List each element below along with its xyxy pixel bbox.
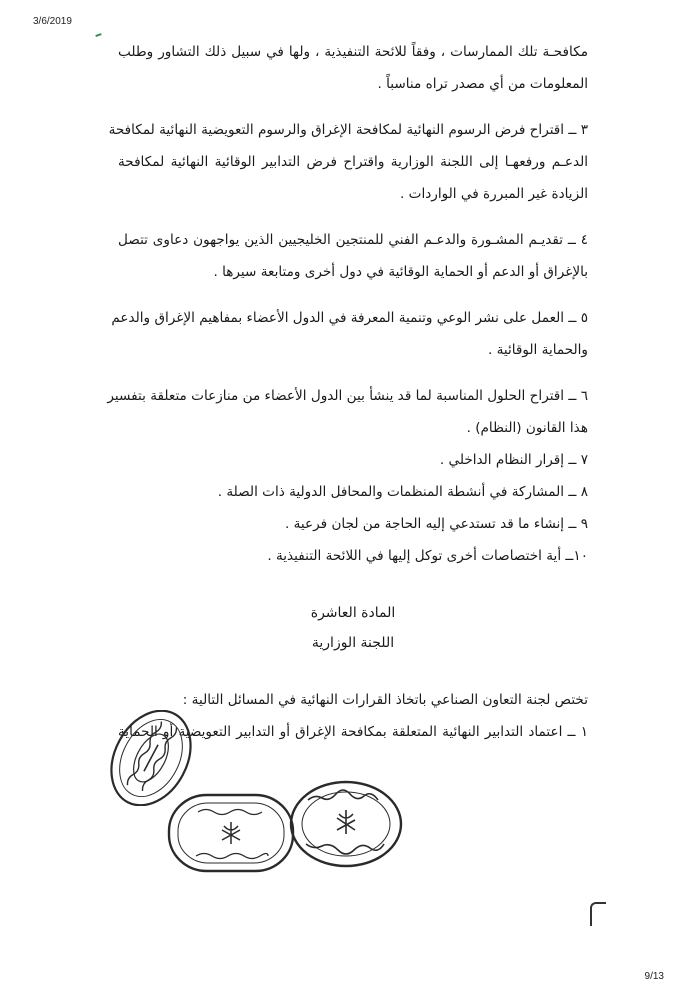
text-line: ٦ ــ اقتراح الحلول المناسبة لما قد ينشأ بين الدول الأعضاء من منازعات متعلقة بتفسير [107, 388, 588, 404]
document-body [107, 36, 588, 748]
text-line: ٩ ــ إنشاء ما قد تستدعي إليه الحاجة من لجان فرعية . [284, 516, 588, 532]
article-item: ١ ــ اعتماد التدابير النهائية المتعلقة بمكافحة الإغراق أو التدابير التعويضية أو الحماية [118, 724, 588, 740]
page-number: 9/13 [644, 971, 664, 982]
text-line: ٧ ــ إقرار النظام الداخلي . [439, 452, 588, 468]
text-line: هذا القانون (النظام) . [466, 420, 588, 436]
text-line: والحماية الوقائية . [487, 342, 588, 358]
text-line: بالإغراق أو الدعم أو الحماية الوقائية في دول أخرى ومتابعة سيرها . [213, 264, 588, 280]
text-line: الدعـم ورفعهـا إلى اللجنة الوزارية واقتراح فرض التدابير الوقائية النهائية لمكافحة [118, 154, 588, 170]
end-of-page-mark [590, 902, 606, 926]
text-line: ٨ ــ المشاركة في أنشطة المنظمات والمحافل الدولية ذات الصلة . [217, 484, 588, 500]
text-line: ١٠ــ أية اختصاصات أخرى توكل إليها في اللائحة التنفيذية . [267, 548, 588, 564]
general-secretariat-stamp [288, 778, 404, 870]
article-intro: تختص لجنة التعاون الصناعي باتخاذ القرارات النهائية في المسائل التالية : [182, 692, 588, 708]
text-line: الزيادة غير المبررة في الواردات . [400, 186, 588, 202]
text-line: ٣ ــ اقتراح فرض الرسوم النهائية لمكافحة الإغراق والرسوم التعويضية النهائية لمكافحة [108, 122, 588, 138]
print-date: 3/6/2019 [33, 16, 72, 27]
article-title: المادة العاشرة [310, 605, 396, 621]
corner-tick-mark [95, 33, 102, 40]
text-line: ٤ ــ تقديـم المشـورة والدعـم الفني للمنتجين الخليجيين الذين يواجهون دعاوى تتصل [118, 232, 588, 248]
experts-commission-stamp [166, 792, 296, 874]
text-line: مكافحـة تلك الممارسات ، وفقاً للائحة التنفيذية ، ولها في سبيل ذلك التشاور وطلب [118, 44, 588, 60]
text-line: المعلومات من أي مصدر تراه مناسباً . [377, 76, 588, 92]
text-line: ٥ ــ العمل على نشر الوعي وتنمية المعرفة في الدول الأعضاء بمفاهيم الإغراق والدعم [111, 310, 588, 326]
article-subtitle: اللجنة الوزارية [311, 635, 395, 651]
